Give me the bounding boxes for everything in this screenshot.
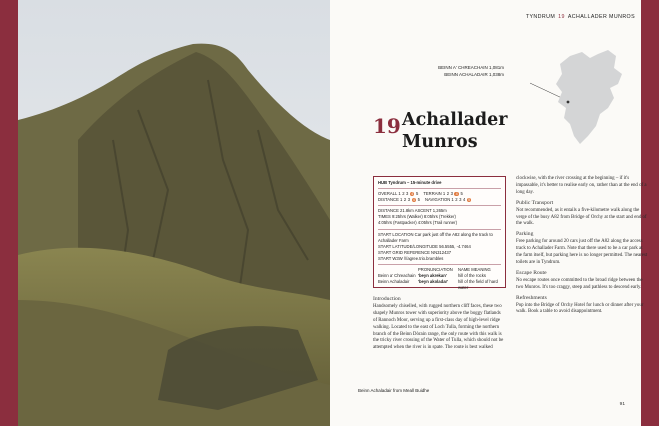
rating-step: 5 xyxy=(468,197,471,202)
section-body: No escape routes once committed to the broad ridge between the two Munros. It's too craggy, steep and pathless to descend early. xyxy=(516,277,643,290)
route-title-line1: Achallader xyxy=(402,110,508,130)
pron-header: PRONUNCIATION xyxy=(418,267,453,273)
rating-step: 4 xyxy=(412,197,415,202)
rating-step: 4 xyxy=(455,191,458,196)
intro-column xyxy=(373,293,505,354)
rating-step: 5 xyxy=(415,191,419,197)
section-body: Not recommended, as it entails a five-kilometre walk along the verge of the busy A82 from Bridge of Orchy at the start and end of the walk. xyxy=(516,207,647,227)
rating-step: 1 xyxy=(400,197,403,203)
intro-heading: Introduction xyxy=(373,296,401,302)
running-head-right: ACHALLADER MUNROS xyxy=(567,14,635,20)
rating-step: 2 xyxy=(446,191,450,197)
peak-pronunciation: 'beyn akrekan' xyxy=(418,273,447,279)
book-spread xyxy=(18,0,648,426)
rating-step: 2 xyxy=(402,191,405,197)
distance-ascent: DISTANCE 21.8km ASCENT 1,265m xyxy=(378,208,447,214)
rating-step: 4 xyxy=(462,197,466,203)
info-column xyxy=(516,176,648,318)
peak-pronunciation: 'beyn akoladar' xyxy=(418,279,449,285)
meaning-header: NAME MEANING xyxy=(458,267,491,273)
navigation-label: NAVIGATION xyxy=(425,197,451,203)
route-number: 19 xyxy=(373,114,401,138)
location-marker xyxy=(567,101,570,104)
section-heading: Public Transport xyxy=(516,199,554,206)
scotland-shape xyxy=(556,50,622,144)
hub-line: HUB Tyndrum – 15-minute drive xyxy=(378,180,442,185)
overall-scale xyxy=(398,191,419,196)
route-stats-box xyxy=(373,176,506,291)
peak-labels xyxy=(436,64,504,78)
rating-step: 5 xyxy=(417,197,421,203)
running-head-number: 19 xyxy=(558,14,565,20)
distance-navigation-rating xyxy=(378,197,501,203)
section-heading: Escape Route xyxy=(516,269,547,276)
start-w3w: START W3W ///agree.trio.brambles xyxy=(378,255,444,261)
photo-caption: Beinn Achaladair from Meall Buidhe xyxy=(358,388,430,393)
rating-step: 2 xyxy=(403,197,407,203)
peak-meaning: hill of the field of hard water xyxy=(458,279,498,291)
terrain-label: TERRAIN xyxy=(423,191,442,197)
times: TIMES 9:25hrs (Walker) 8:05hrs (Trekker) xyxy=(378,214,456,220)
section-heading: Parking xyxy=(516,231,534,238)
mountain-illustration xyxy=(18,0,330,426)
peak-name: Beinn a' Chreachain xyxy=(378,273,416,279)
rating-step: 3 xyxy=(450,191,453,197)
overall-label: OVERALL xyxy=(378,191,398,197)
start-location: START LOCATION Car park just off the A82 along the track to Achallader Farm xyxy=(378,231,493,243)
section-body: Pop into the Bridge of Orchy Hotel for lunch or dinner after your walk. Book a table to avoid disappointment. xyxy=(516,302,644,315)
rating-step: 5 xyxy=(460,191,463,197)
rating-step: 2 xyxy=(455,197,458,203)
peak-label: BEINN A' CHREACHAIN 1,081m xyxy=(438,65,504,70)
rating-step: 1 xyxy=(398,191,401,197)
rating-step: 3 xyxy=(407,197,411,203)
intro-continued: clockwise, with the river crossing at the beginning – if it's impassable, it's better to realise early on, rather than at the end of a long day. xyxy=(516,176,647,195)
terrain-scale xyxy=(443,191,464,196)
peak-meaning: hill of the rocks xyxy=(458,273,486,279)
section-heading: Refreshments xyxy=(516,294,547,301)
rating-step: 1 xyxy=(442,191,446,197)
route-title-line2: Munros xyxy=(402,132,478,152)
peak-label: BEINN ACHALADAIR 1,038m xyxy=(444,72,504,77)
rating-step: 4 xyxy=(411,191,414,196)
section-body: Free parking for around 20 cars just off the A82 along the access track to Achallader Farm. Note that there used to be a car park at the farm itself, but parking here is no longer permitted. The nearest toilets are in Tyndrum. xyxy=(516,239,648,265)
page-number: 91 xyxy=(619,402,625,407)
scotland-locator-map xyxy=(530,44,642,148)
navigation-scale xyxy=(451,197,472,202)
intro-body: Handsomely chiselled, with rugged northern cliff faces, these two shapely Munros tower with superiority above the boggy flatlands of Rannoch Moor, serving up a first-class day of high-level ridge walking. Located to the east of Loch Tulla, forming the northern branch of the Beinn Dòrain range, the only route with this walk is the tricky river crossing of the Water of Tulla, which should not be attempted when the river is in spate. The route is best walked xyxy=(373,303,504,351)
distance-scale xyxy=(400,197,421,202)
pronunciation-table xyxy=(378,267,501,291)
mountain-photo xyxy=(18,0,330,426)
running-head-left: TYNDRUM xyxy=(525,14,556,20)
times-2: 4:05hrs (Fastpacker) 4:05hrs (Trail runner) xyxy=(378,220,457,226)
running-head xyxy=(526,14,635,20)
rating-step: 1 xyxy=(451,197,454,203)
start-grid: START GRID REFERENCE NN312437 xyxy=(378,249,452,255)
rating-step: 3 xyxy=(459,197,462,203)
start-latlong: START LATITUDE/LONGITUDE 56.5555, -4.7464 xyxy=(378,243,471,249)
peak-name: Beinn Achaladair xyxy=(378,279,410,285)
rating-step: 3 xyxy=(406,191,409,197)
distance-label: DISTANCE xyxy=(378,197,399,203)
